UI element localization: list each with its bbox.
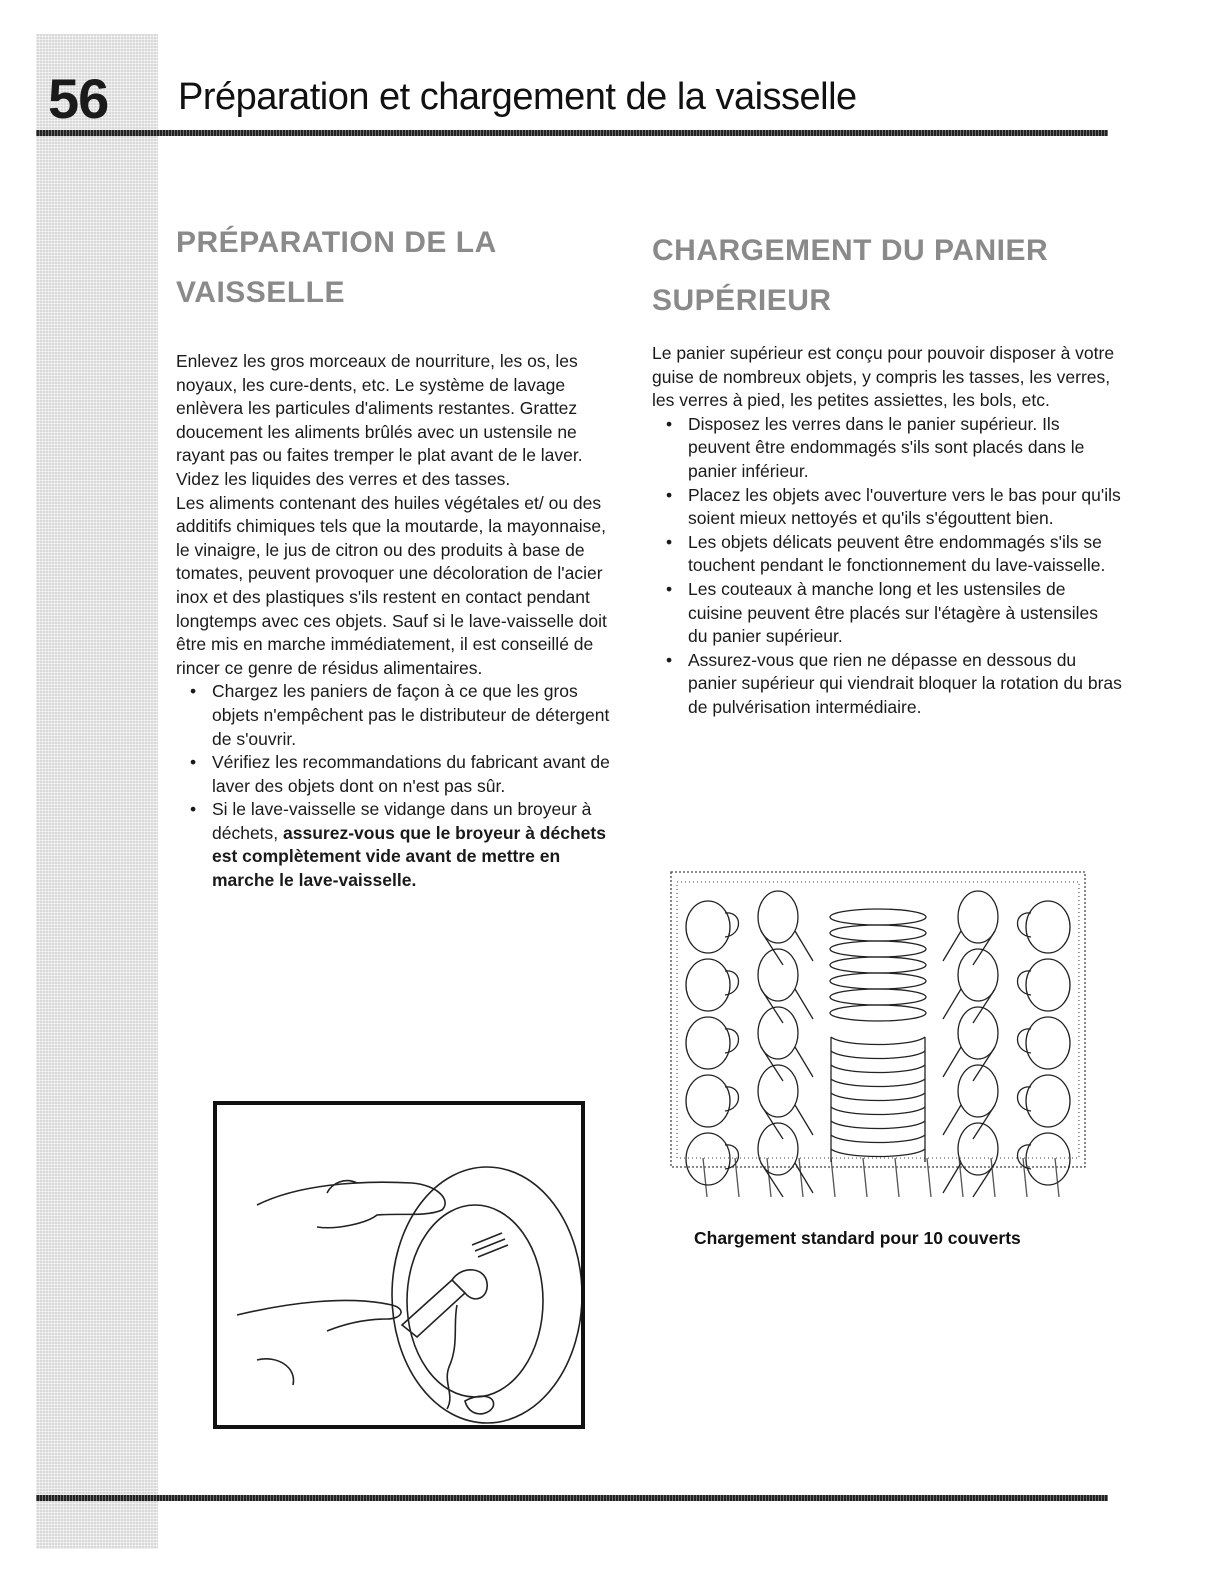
left-bullet-list [176, 680, 616, 892]
scraping-illustration [213, 1101, 585, 1429]
left-heading-line2: VAISSELLE [176, 276, 345, 309]
right-bullet-2: • Placez les objets avec l'ouverture vers le bas pour qu'ils soient mieux nettoyés et qu'ils s'égouttent bien. [652, 484, 1122, 531]
left-bullet-3 [176, 798, 616, 892]
left-bullet-3-text: Si le lave-vaisselle se vidange dans un broyeur à déchets, [212, 799, 592, 843]
left-bullet-1: • Chargez les paniers de façon à ce que les gros objets n'empêchent pas le distributeur de détergent de s'ouvrir. [176, 680, 616, 751]
footer-rule [36, 1495, 1108, 1501]
left-bullet-2: • Vérifiez les recommandations du fabricant avant de laver des objets dont on n'est pas sûr. [176, 751, 616, 798]
left-paragraph-2: Les aliments contenant des huiles végétales et/ ou des additifs chimiques tels que la moutarde, la mayonnaise, le vinaigre, le jus de citron ou des produits à base de tomates, peuvent provoquer une décoloration de l'acier inox et des plastiques s'ils restent en contact pendant longtemps avec ces objets. Sauf si le lave-vaisselle doit être mis en marche immédiatement, il est conseillé de rincer ce genre de résidus alimentaires. [176, 492, 607, 678]
page-number: 56 [48, 67, 109, 130]
right-bullet-list [652, 413, 1122, 720]
upper-rack-drawing [663, 862, 1093, 1207]
rack-caption: Chargement standard pour 10 couverts [694, 1228, 1021, 1248]
left-body [176, 350, 616, 893]
right-bullet-5: • Assurez-vous que rien ne dépasse en dessous du panier supérieur qui viendrait bloquer la rotation du bras de pulvérisation intermédiaire. [652, 649, 1122, 720]
right-heading-line2: SUPÉRIEUR [652, 284, 832, 317]
right-intro: Le panier supérieur est conçu pour pouvoir disposer à votre guise de nombreux objets, y compris les tasses, les verres, les verres à pied, les petites assiettes, les bols, etc. [652, 343, 1115, 411]
sidebar-strip [36, 34, 158, 1549]
plate-scraping-drawing [217, 1105, 581, 1425]
left-heading-line1: PRÉPARATION DE LA [176, 226, 497, 259]
page-title: Préparation et chargement de la vaisselle [178, 76, 857, 118]
left-heading [176, 218, 596, 318]
left-paragraph-1: Enlevez les gros morceaux de nourriture, les os, les noyaux, les cure-dents, etc. Le système de lavage enlèvera les particules d'aliments restantes. Grattez doucement les aliments brûlés avec un ustensile ne rayant pas ou faites tremper le plat avant de le laver. Videz les liquides des verres et des tasses. [176, 351, 583, 489]
right-bullet-1: • Disposez les verres dans le panier supérieur. Ils peuvent être endommagés s'ils sont placés dans le panier inférieur. [652, 413, 1122, 484]
left-bullet-3-bold: assurez-vous que le broyeur à déchets est complètement vide avant de mettre en marche le lave-vaisselle. [212, 822, 606, 891]
right-bullet-4: • Les couteaux à manche long et les ustensiles de cuisine peuvent être placés sur l'étagère à ustensiles du panier supérieur. [652, 578, 1122, 649]
right-body [652, 342, 1122, 720]
right-bullet-3: • Les objets délicats peuvent être endommagés s'ils se touchent pendant le fonctionnement du lave-vaisselle. [652, 531, 1122, 578]
upper-rack-illustration [663, 862, 1093, 1207]
right-heading [652, 226, 1092, 326]
right-heading-line1: CHARGEMENT DU PANIER [652, 234, 1049, 267]
header-rule [36, 130, 1108, 136]
